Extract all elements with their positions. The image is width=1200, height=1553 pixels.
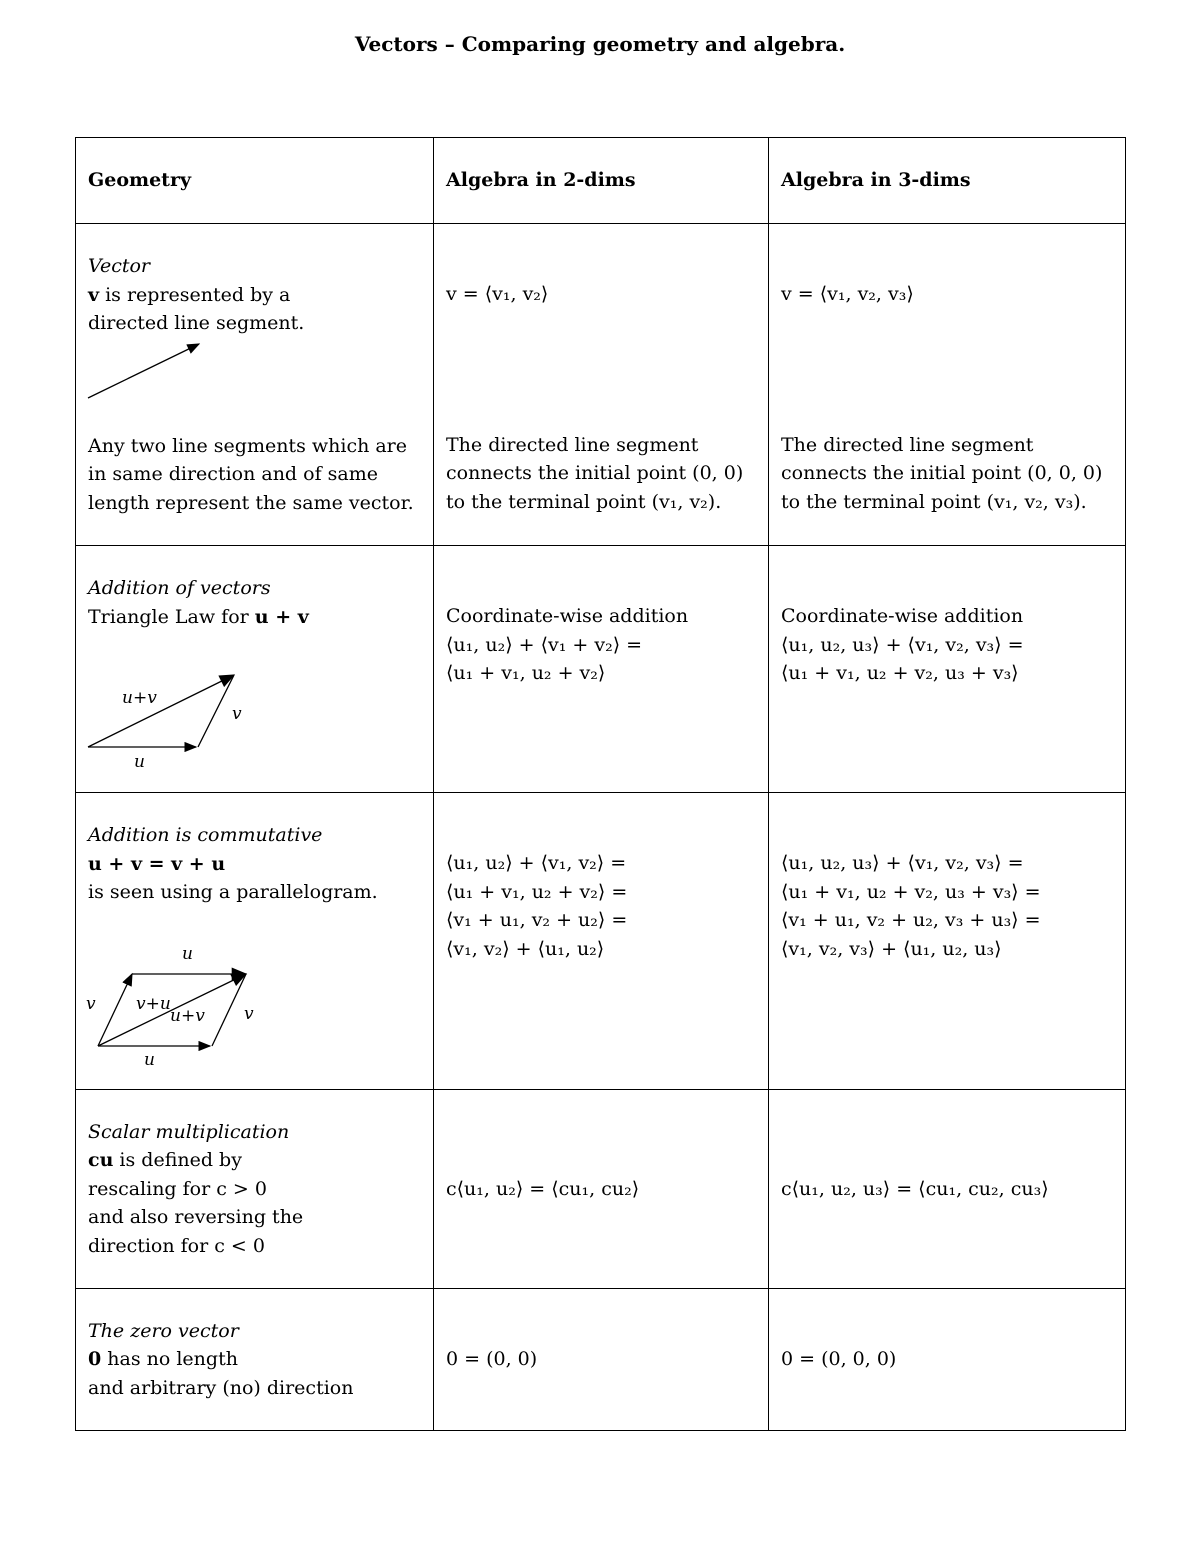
comparison-table: [75, 137, 1126, 1431]
header-algebra-3d: Algebra in 3-dims: [769, 138, 1126, 224]
commutative-alg2-line: ⟨u₁, u₂⟩ + ⟨v₁, v₂⟩ =: [446, 852, 627, 874]
vector-alg2-note-line: The directed line segment: [446, 433, 699, 456]
addition-alg2-cell: [434, 546, 769, 793]
vector-alg3-note-line: to the terminal point (v₁, v₂, v₃).: [781, 490, 1087, 513]
addition-heading: Addition of vectors: [88, 577, 271, 599]
commutative-alg3-line: ⟨v₁ + u₁, v₂ + u₂, v₃ + u₃⟩ =: [781, 909, 1041, 931]
addition-law-expr: u + v: [254, 605, 309, 628]
vector-alg3-note-line: The directed line segment: [781, 433, 1034, 456]
vector-alg2-note-line: to the terminal point (v₁, v₂).: [446, 490, 722, 513]
v-left-label: v: [86, 993, 96, 1014]
scalar-line2: rescaling for c > 0: [88, 1177, 267, 1200]
scalar-line3: and also reversing the: [88, 1206, 304, 1229]
zero-geometry-cell: [76, 1289, 434, 1431]
vector-geo-note-line: length represent the same vector.: [88, 491, 414, 514]
parallelogram-diagram: [86, 931, 286, 1071]
zero-alg3-cell: [769, 1289, 1126, 1431]
header-row: [76, 138, 1126, 224]
vector-geo-note-line: Any two line segments which are: [88, 434, 408, 457]
header-geometry: Geometry: [76, 138, 434, 224]
sum-arrow: [88, 675, 234, 747]
zero-alg3-formula: 0 = (0, 0, 0): [781, 1348, 897, 1371]
vector-heading: Vector: [88, 255, 151, 277]
addition-alg2-line: Coordinate-wise addition: [446, 605, 689, 627]
scalar-geometry-cell: [76, 1090, 434, 1289]
vector-alg2-cell: [434, 224, 769, 546]
commutative-alg2-line: ⟨u₁ + v₁, u₂ + v₂⟩ =: [446, 880, 628, 903]
scalar-line4: direction for c < 0: [88, 1234, 265, 1257]
u-bottom-label: u: [144, 1049, 155, 1070]
addition-alg2-line: ⟨u₁ + v₁, u₂ + v₂⟩: [446, 662, 606, 684]
vector-symbol: v: [88, 283, 100, 306]
sum-label: u+v: [122, 688, 157, 708]
vector-geometry-cell: [76, 224, 434, 546]
commutative-alg3-cell: [769, 793, 1126, 1090]
zero-alg2-formula: 0 = (0, 0): [446, 1348, 538, 1371]
v-left-arrow: [98, 974, 132, 1046]
u-top-label: u: [182, 943, 193, 964]
u-plus-v-label: u+v: [170, 1005, 205, 1026]
v-right-label: v: [244, 1003, 254, 1024]
commutative-alg3-line: ⟨u₁ + v₁, u₂ + v₂, u₃ + v₃⟩ =: [781, 880, 1041, 903]
addition-alg3-line: ⟨u₁, u₂, u₃⟩ + ⟨v₁, v₂, v₃⟩ =: [781, 633, 1024, 656]
vector-desc1: is represented by a: [99, 283, 291, 306]
addition-alg3-cell: [769, 546, 1126, 793]
v-arrow: [198, 675, 234, 747]
zero-line1: has no length: [101, 1348, 238, 1371]
scalar-alg2-formula: c⟨u₁, u₂⟩ = ⟨cu₁, cu₂⟩: [446, 1177, 640, 1200]
triangle-law-diagram: [86, 659, 286, 779]
commutative-alg3-line: ⟨u₁, u₂, u₃⟩ + ⟨v₁, v₂, v₃⟩ =: [781, 852, 1024, 874]
v-label: v: [232, 704, 242, 724]
vector-arrow-diagram: [86, 338, 216, 406]
commutative-law: u + v = v + u: [88, 852, 226, 875]
addition-alg3-line: ⟨u₁ + v₁, u₂ + v₂, u₃ + v₃⟩: [781, 662, 1019, 684]
scalar-line1: is defined by: [113, 1149, 242, 1172]
scalar-heading: Scalar multiplication: [88, 1120, 290, 1143]
addition-law: Triangle Law for: [88, 605, 255, 628]
scalar-cu: cu: [88, 1149, 114, 1172]
header-algebra-2d: Algebra in 2-dims: [434, 138, 769, 224]
v-right-arrow: [212, 974, 246, 1046]
scalar-alg2-cell: [434, 1090, 769, 1289]
commutative-heading: Addition is commutative: [88, 824, 323, 846]
zero-heading: The zero vector: [88, 1319, 239, 1342]
u-label: u: [134, 752, 145, 772]
commutative-desc: is seen using a parallelogram.: [88, 881, 378, 903]
row-scalar: [76, 1090, 1126, 1289]
addition-alg3-line: Coordinate-wise addition: [781, 605, 1024, 627]
commutative-alg2-line: ⟨v₁, v₂⟩ + ⟨u₁, u₂⟩: [446, 937, 605, 960]
scalar-alg3-cell: [769, 1090, 1126, 1289]
row-addition: [76, 546, 1126, 793]
v-plus-u-label: v+u: [136, 993, 171, 1014]
vector-alg3-cell: [769, 224, 1126, 546]
vector-desc2: directed line segment.: [88, 312, 305, 334]
zero-alg2-cell: [434, 1289, 769, 1431]
addition-alg2-line: ⟨u₁, u₂⟩ + ⟨v₁ + v₂⟩ =: [446, 633, 643, 656]
vector-alg3-note-line: connects the initial point (0, 0, 0): [781, 462, 1103, 484]
zero-line2: and arbitrary (no) direction: [88, 1376, 354, 1399]
commutative-geometry-cell: [76, 793, 434, 1090]
row-vector: [76, 224, 1126, 546]
page-title: Vectors – Comparing geometry and algebra.: [354, 32, 846, 56]
row-commutative: [76, 793, 1126, 1090]
row-zero: [76, 1289, 1126, 1431]
commutative-alg2-cell: [434, 793, 769, 1090]
zero-symbol: 0: [88, 1348, 102, 1371]
commutative-alg3-line: ⟨v₁, v₂, v₃⟩ + ⟨u₁, u₂, u₃⟩: [781, 937, 1002, 960]
vector-alg2-note-line: connects the initial point (0, 0): [446, 462, 744, 484]
scalar-alg3-formula: c⟨u₁, u₂, u₃⟩ = ⟨cu₁, cu₂, cu₃⟩: [781, 1177, 1049, 1200]
addition-geometry-cell: [76, 546, 434, 793]
vector-geo-note-line: in same direction and of same: [88, 463, 378, 485]
vector-arrow: [88, 344, 199, 398]
commutative-alg2-line: ⟨v₁ + u₁, v₂ + u₂⟩ =: [446, 909, 628, 931]
vector-alg3-formula: v = ⟨v₁, v₂, v₃⟩: [781, 283, 914, 305]
vector-alg2-formula: v = ⟨v₁, v₂⟩: [446, 283, 549, 305]
